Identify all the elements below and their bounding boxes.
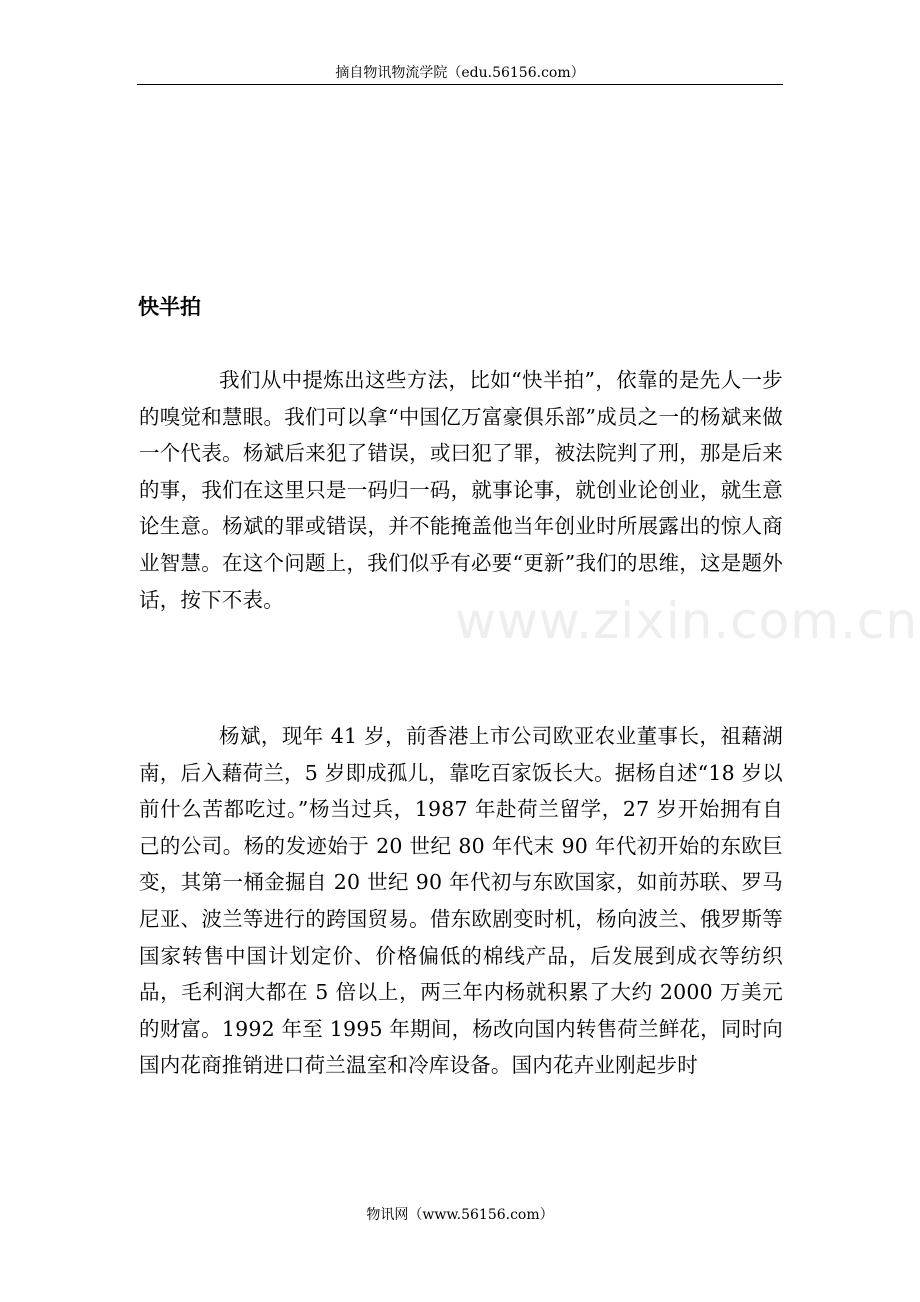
body-paragraph-2: 杨斌，现年 41 岁，前香港上市公司欧亚农业董事长，祖藉湖南，后入藉荷兰，5 岁即成孤儿，靠吃百家饭长大。据杨自述“18 岁以前什么苦都吃过。”杨当过兵，1987 年赴荷兰留学，27 岁开始拥有自己的公司。杨的发迹始于 20 世纪 80 年代末 90 年代初开始的东欧巨变，其第一桶金掘自 20 世纪 90 年代初与东欧国家，如前苏联、罗马尼亚、波兰等进行的跨国贸易。借东欧剧变时机，杨向波兰、俄罗斯等国家转售中国计划定价、价格偏低的棉线产品，后发展到成衣等纺织品，毛利润大都在 5 倍以上，两三年内杨就积累了大约 2000 万美元的财富。1992 年至 1995 年期间，杨改向国内转售荷兰鲜花，同时向国内花商推销进口荷兰温室和冷库设备。国内花卉业刚起步时 [139, 724, 783, 1078]
section-title: 快半拍 [138, 295, 201, 319]
header-divider [137, 84, 783, 85]
page-footer: 物讯网（www.56156.com） [366, 1207, 554, 1223]
watermark: www.zixin.com.cn [455, 592, 919, 650]
body-paragraph-1: 我们从中提炼出这些方法，比如“快半拍”，依靠的是先人一步的嗅觉和慧眼。我们可以拿“中国亿万富豪俱乐部”成员之一的杨斌来做一个代表。杨斌后来犯了错误，或曰犯了罪，被法院判了刑，那是后来的事，我们在这里只是一码归一码，就事论事，就创业论创业，就生意论生意。杨斌的罪或错误，并不能掩盖他当年创业时所展露出的惊人商业智慧。在这个问题上，我们似乎有必要“更新”我们的思维，这是题外话，按下不表。 [139, 368, 783, 612]
page-header: 摘自物讯物流学院（edu.56156.com） [335, 65, 585, 81]
